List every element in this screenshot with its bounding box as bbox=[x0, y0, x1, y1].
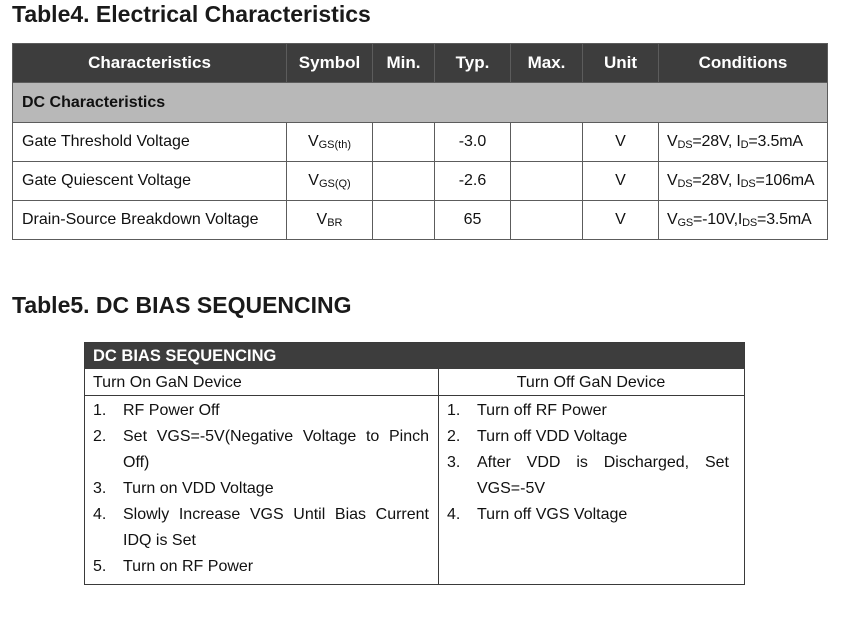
typ-cell: -3.0 bbox=[435, 123, 511, 162]
table4-header-row bbox=[13, 44, 828, 83]
list-item bbox=[93, 424, 429, 476]
condition-text: =28V, I bbox=[692, 133, 741, 150]
section-label: DC Characteristics bbox=[13, 83, 828, 123]
table4-title: Table4. Electrical Characteristics bbox=[12, 1, 371, 27]
condition-subscript: D bbox=[740, 139, 749, 151]
step-text: After VDD is Discharged, Set VGS=-5V bbox=[477, 454, 729, 497]
min-cell bbox=[373, 123, 435, 162]
list-item bbox=[447, 450, 729, 502]
condition-subscript: DS bbox=[677, 139, 693, 151]
conditions-cell bbox=[659, 123, 828, 162]
table-row bbox=[13, 162, 828, 201]
list-item bbox=[93, 398, 429, 424]
symbol-subscript: GS(th) bbox=[318, 139, 352, 151]
header-min: Min. bbox=[373, 44, 435, 83]
step-number: 1. bbox=[447, 402, 461, 419]
condition-text: =3.5mA bbox=[748, 133, 803, 150]
symbol-cell bbox=[287, 201, 373, 240]
dc-bias-sequencing-table bbox=[84, 342, 745, 585]
turn-on-heading: Turn On GaN Device bbox=[85, 369, 438, 396]
symbol-main: V bbox=[307, 133, 319, 150]
step-number: 3. bbox=[93, 480, 107, 497]
list-item bbox=[93, 476, 429, 502]
typ-cell: -2.6 bbox=[435, 162, 511, 201]
step-number: 4. bbox=[93, 506, 107, 523]
header-unit: Unit bbox=[583, 44, 659, 83]
step-text: RF Power Off bbox=[123, 402, 220, 419]
conditions-cell bbox=[659, 162, 828, 201]
unit-cell: V bbox=[583, 201, 659, 240]
characteristic-cell: Gate Quiescent Voltage bbox=[13, 162, 287, 201]
turn-on-steps bbox=[93, 398, 429, 580]
step-text: Turn off VGS Voltage bbox=[477, 506, 628, 523]
step-number: 2. bbox=[447, 428, 461, 445]
symbol-subscript: BR bbox=[327, 217, 343, 229]
condition-subscript: GS bbox=[677, 217, 693, 229]
table-row bbox=[13, 201, 828, 240]
min-cell bbox=[373, 201, 435, 240]
condition-subscript: DS bbox=[677, 178, 693, 190]
condition-text: =-10V,I bbox=[692, 211, 743, 228]
max-cell bbox=[511, 201, 583, 240]
condition-text: V bbox=[667, 211, 678, 228]
symbol-cell bbox=[287, 162, 373, 201]
step-text: Turn off VDD Voltage bbox=[477, 428, 628, 445]
step-text: Turn on RF Power bbox=[123, 558, 254, 575]
list-item bbox=[447, 398, 729, 424]
list-item bbox=[93, 502, 429, 554]
step-number: 1. bbox=[93, 402, 107, 419]
condition-text: =3.5mA bbox=[757, 211, 812, 228]
step-number: 2. bbox=[93, 428, 107, 445]
table-row bbox=[13, 123, 828, 162]
step-number: 3. bbox=[447, 454, 461, 471]
list-item bbox=[93, 554, 429, 580]
list-item bbox=[447, 502, 729, 528]
condition-text: V bbox=[667, 172, 678, 189]
turn-off-steps bbox=[447, 398, 729, 528]
step-text: Slowly Increase VGS Until Bias Current IDQ is Set bbox=[123, 506, 429, 549]
condition-text: =28V, I bbox=[692, 172, 741, 189]
step-text: Turn off RF Power bbox=[477, 402, 607, 419]
max-cell bbox=[511, 162, 583, 201]
step-number: 5. bbox=[93, 558, 107, 575]
step-number: 4. bbox=[447, 506, 461, 523]
symbol-main: V bbox=[308, 172, 319, 189]
min-cell bbox=[373, 162, 435, 201]
header-symbol: Symbol bbox=[287, 44, 373, 83]
symbol-cell bbox=[287, 123, 373, 162]
symbol-main: V bbox=[316, 211, 328, 228]
turn-off-heading: Turn Off GaN Device bbox=[438, 369, 744, 396]
header-characteristics: Characteristics bbox=[13, 44, 287, 83]
max-cell bbox=[511, 123, 583, 162]
electrical-characteristics-table bbox=[12, 43, 828, 240]
characteristic-cell: Drain-Source Breakdown Voltage bbox=[13, 201, 287, 240]
step-text: Turn on VDD Voltage bbox=[123, 480, 274, 497]
column-divider bbox=[438, 369, 439, 585]
header-conditions: Conditions bbox=[659, 44, 828, 83]
list-item bbox=[447, 424, 729, 450]
unit-cell: V bbox=[583, 123, 659, 162]
condition-text: V bbox=[667, 133, 678, 150]
condition-text: =106mA bbox=[755, 172, 815, 189]
section-row-dc-characteristics bbox=[13, 83, 828, 123]
characteristic-cell: Gate Threshold Voltage bbox=[13, 123, 287, 162]
bias-table-header: DC BIAS SEQUENCING bbox=[85, 343, 744, 369]
step-text: Set VGS=-5V(Negative Voltage to Pinch Off) bbox=[123, 428, 429, 471]
typ-cell: 65 bbox=[435, 201, 511, 240]
header-max: Max. bbox=[511, 44, 583, 83]
condition-subscript: DS bbox=[740, 178, 756, 190]
symbol-subscript: GS(Q) bbox=[318, 178, 351, 190]
table5-title: Table5. DC BIAS SEQUENCING bbox=[12, 292, 352, 318]
header-typ: Typ. bbox=[435, 44, 511, 83]
unit-cell: V bbox=[583, 162, 659, 201]
conditions-cell bbox=[659, 201, 828, 240]
condition-subscript: DS bbox=[742, 217, 758, 229]
